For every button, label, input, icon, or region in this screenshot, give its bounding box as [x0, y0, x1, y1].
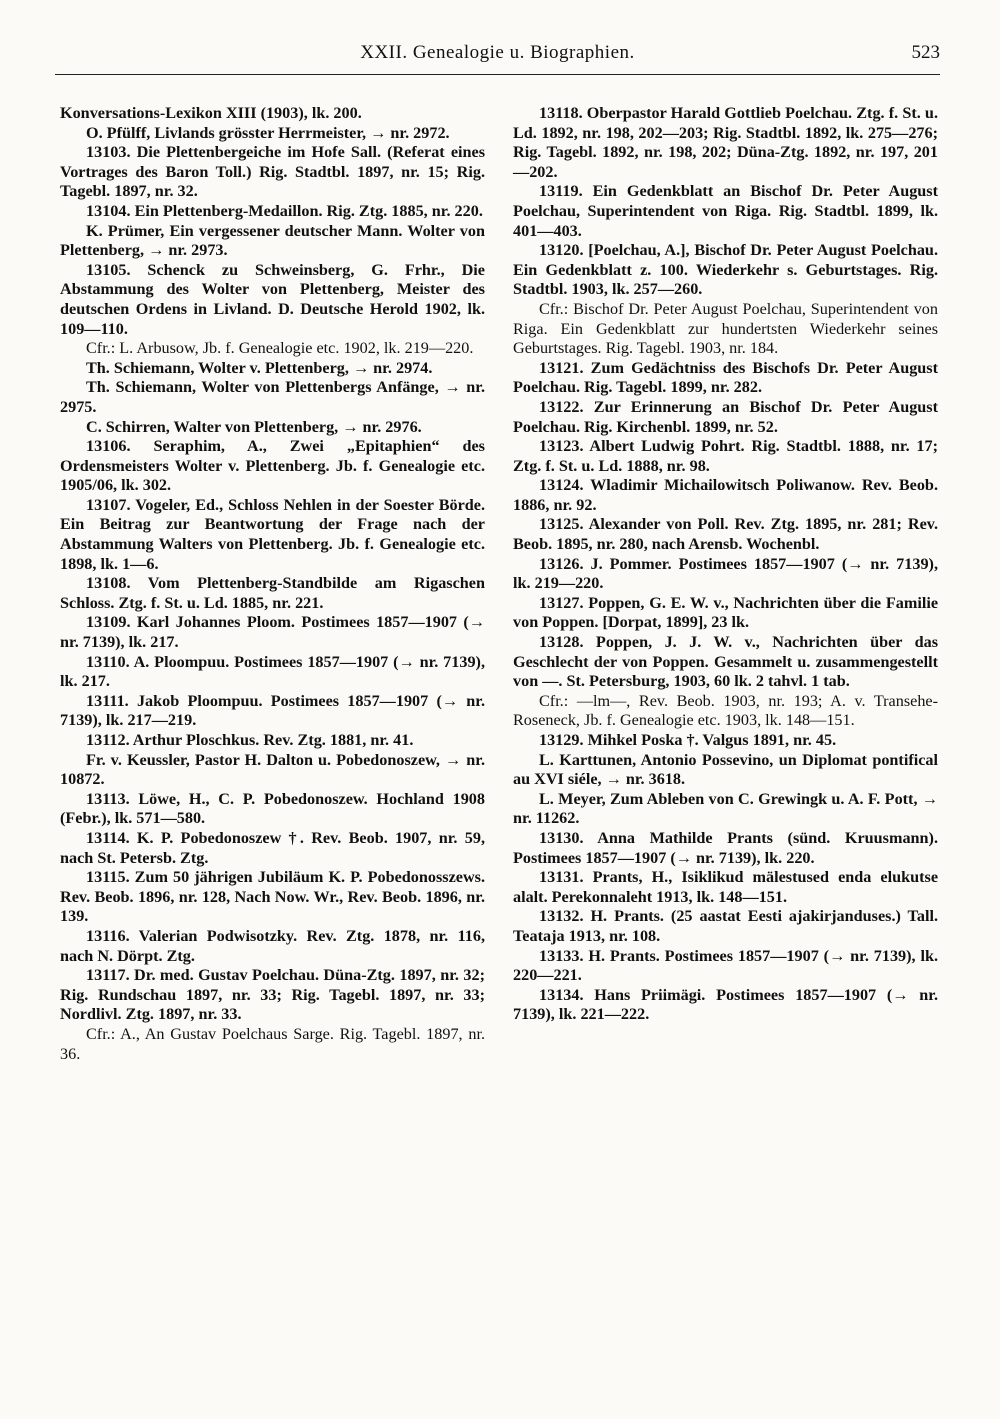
bibliography-entry: 13116. Valerian Podwisotzky. Rev. Ztg. 1878, nr. 116, nach N. Dörpt. Ztg.: [60, 926, 485, 965]
bibliography-entry: 13109. Karl Johannes Ploom. Postimees 1857—1907 (→ nr. 7139), lk. 217.: [60, 613, 485, 652]
page-number: 523: [911, 42, 940, 63]
bibliography-entry: 13123. Albert Ludwig Pohrt. Rig. Stadtbl. 1888, nr. 17; Ztg. f. St. u. Ld. 1888, nr. 98.: [513, 437, 938, 475]
bibliography-entry: 13124. Wladimir Michailowitsch Poliwanow. Rev. Beob. 1886, nr. 92.: [513, 476, 938, 514]
running-title: XXII. Genealogie u. Biographien.: [360, 42, 635, 63]
bibliography-entry: 13108. Vom Plettenberg-Standbilde am Rigaschen Schloss. Ztg. f. St. u. Ld. 1885, nr. 221.: [60, 574, 485, 612]
bibliography-entry: 13103. Die Plettenbergeiche im Hofe Sall. (Referat eines Vortrages des Baron Toll.) Rig. Stadtbl. 1897, nr. 15; Rig. Tagebl. 1897, nr. 32.: [60, 143, 485, 201]
bibliography-entry: 13133. H. Prants. Postimees 1857—1907 (→ nr. 7139), lk. 220—221.: [513, 946, 938, 985]
bibliography-entry: K. Prümer, Ein vergessener deutscher Mann. Wolter von Plettenberg, → nr. 2973.: [60, 221, 485, 260]
bibliography-entry: 13110. A. Ploompuu. Postimees 1857—1907 (→ nr. 7139), lk. 217.: [60, 652, 485, 691]
bibliography-entry: 13130. Anna Mathilde Prants (sünd. Kruusmann). Postimees 1857—1907 (→ nr. 7139), lk. 220.: [513, 828, 938, 867]
bibliography-entry: 13120. [Poelchau, A.], Bischof Dr. Peter August Poelchau. Ein Gedenkblatt z. 100. Wiederkehr s. Geburtstages. Rig. Stadtbl. 1903, lk. 257—260.: [513, 241, 938, 299]
bibliography-entry: 13114. K. P. Pobedonoszew †. Rev. Beob. 1907, nr. 59, nach St. Petersb. Ztg.: [60, 828, 485, 867]
bibliography-entry: 13125. Alexander von Poll. Rev. Ztg. 1895, nr. 281; Rev. Beob. 1895, nr. 280, nach Arensb. Wochenbl.: [513, 515, 938, 554]
bibliography-entry: Th. Schiemann, Wolter von Plettenbergs Anfänge, → nr. 2975.: [60, 378, 485, 416]
bibliography-entry: L. Karttunen, Antonio Possevino, un Diplomat pontifical au XVI siéle, → nr. 3618.: [513, 750, 938, 789]
bibliography-entry: 13128. Poppen, J. J. W. v., Nachrichten über das Geschlecht der von Poppen. Gesammelt u. zusammengestellt von —. St. Petersburg, 1903, 60 lk. 2 tahvl. 1 tab.: [513, 633, 938, 691]
bibliography-entry: 13107. Vogeler, Ed., Schloss Nehlen in der Soester Börde. Ein Beitrag zur Beantwortung der Frage nach der Abstammung Walters von Plettenberg. Jb. f. Genealogie etc. 1898, lk. 1—6.: [60, 495, 485, 573]
bibliography-entry: 13112. Arthur Ploschkus. Rev. Ztg. 1881, nr. 41.: [86, 731, 414, 749]
bibliography-entry: 13106. Seraphim, A., Zwei „Epitaphien“ des Ordensmeisters Wolter v. Plettenberg. Jb. f. Genealogie etc. 1905/06, lk. 302.: [60, 437, 485, 495]
bibliography-entry: C. Schirren, Walter von Plettenberg, → nr. 2976.: [86, 417, 422, 436]
bibliography-entry: 13117. Dr. med. Gustav Poelchau. Düna-Ztg. 1897, nr. 32; Rig. Rundschau 1897, nr. 33; Rig. Tagebl. 1897, nr. 33; Nordlivl. Ztg. 1897, nr. 33.: [60, 966, 485, 1024]
bibliography-entry: 13129. Mihkel Poska †. Valgus 1891, nr. 45.: [539, 731, 837, 749]
bibliography-entry: 13122. Zur Erinnerung an Bischof Dr. Peter August Poelchau. Rig. Kirchenbl. 1899, nr. 52.: [513, 397, 938, 436]
bibliography-entry: Konversations-Lexikon XIII (1903), lk. 200.: [60, 104, 362, 122]
bibliography-entry: 13111. Jakob Ploompuu. Postimees 1857—1907 (→ nr. 7139), lk. 217—219.: [60, 691, 485, 730]
bibliography-entry: 13113. Löwe, H., C. P. Pobedonoszew. Hochland 1908 (Febr.), lk. 571—580.: [60, 789, 485, 828]
bibliography-entry: Fr. v. Keussler, Pastor H. Dalton u. Pobedonoszew, → nr. 10872.: [60, 750, 485, 789]
bibliography-entry: L. Meyer, Zum Ableben von C. Grewingk u. A. F. Pott, → nr. 11262.: [513, 789, 938, 828]
cfr-note: Cfr.: Bischof Dr. Peter August Poelchau, Superintendent von Riga. Ein Gedenkblatt zur hundertsten Wiederkehr seines Geburtstages. Rig. Tagebl. 1903, nr. 184.: [513, 299, 938, 358]
bibliography-entry: O. Pfülff, Livlands grösster Herrmeister, → nr. 2972.: [86, 123, 450, 142]
bibliography-entry: 13105. Schenck zu Schweinsberg, G. Frhr., Die Abstammung des Wolter von Plettenberg, Meister des deutschen Ordens in Livland. D. Deutsche Herold 1902, lk. 109—110.: [60, 260, 485, 338]
cfr-note: Cfr.: L. Arbusow, Jb. f. Genealogie etc. 1902, lk. 219—220.: [86, 339, 474, 358]
bibliography-entry: 13134. Hans Priimägi. Postimees 1857—1907 (→ nr. 7139), lk. 221—222.: [513, 985, 938, 1024]
bibliography-entry: Th. Schiemann, Wolter v. Plettenberg, → nr. 2974.: [86, 358, 433, 377]
right-column: [513, 104, 938, 1025]
bibliography-entry: 13104. Ein Plettenberg-Medaillon. Rig. Ztg. 1885, nr. 220.: [86, 201, 483, 220]
bibliography-entry: 13126. J. Pommer. Postimees 1857—1907 (→ nr. 7139), lk. 219—220.: [513, 554, 938, 593]
cfr-note: Cfr.: A., An Gustav Poelchaus Sarge. Rig. Tagebl. 1897, nr. 36.: [60, 1024, 485, 1063]
page-header: [55, 38, 940, 75]
bibliography-entry: 13127. Poppen, G. E. W. v., Nachrichten über die Familie von Poppen. [Dorpat, 1899], 23 lk.: [513, 593, 938, 632]
bibliography-entry: 13132. H. Prants. (25 aastat Eesti ajakirjanduses.) Tall. Teataja 1913, nr. 108.: [513, 907, 938, 945]
bibliography-entry: 13131. Prants, H., Isiklikud mälestused enda elukutse alalt. Perekonnaleht 1913, lk. 148—151.: [513, 868, 938, 906]
cfr-note: Cfr.: —lm—, Rev. Beob. 1903, nr. 193; A. v. Transehe-Roseneck, Jb. f. Genealogie etc. 1903, lk. 148—151.: [513, 691, 938, 730]
bibliography-entry: 13121. Zum Gedächtniss des Bischofs Dr. Peter August Poelchau. Rig. Tagebl. 1899, nr. 282.: [513, 358, 938, 397]
bibliography-entry: 13119. Ein Gedenkblatt an Bischof Dr. Peter August Poelchau, Superintendent von Riga. Rig. Stadtbl. 1899, lk. 401—403.: [513, 182, 938, 240]
bibliography-entry: 13118. Oberpastor Harald Gottlieb Poelchau. Ztg. f. St. u. Ld. 1892, nr. 198, 202—203; Rig. Stadtbl. 1892, lk. 275—276; Rig. Tagebl. 1892, nr. 198, 202; Düna-Ztg. 1892, nr. 197, 201—202.: [513, 104, 938, 181]
bibliography-entry: 13115. Zum 50 jährigen Jubiläum K. P. Pobedonosszews. Rev. Beob. 1896, nr. 128, Nach Now. Wr., Rev. Beob. 1896, nr. 139.: [60, 868, 485, 926]
left-column: [60, 104, 485, 1064]
